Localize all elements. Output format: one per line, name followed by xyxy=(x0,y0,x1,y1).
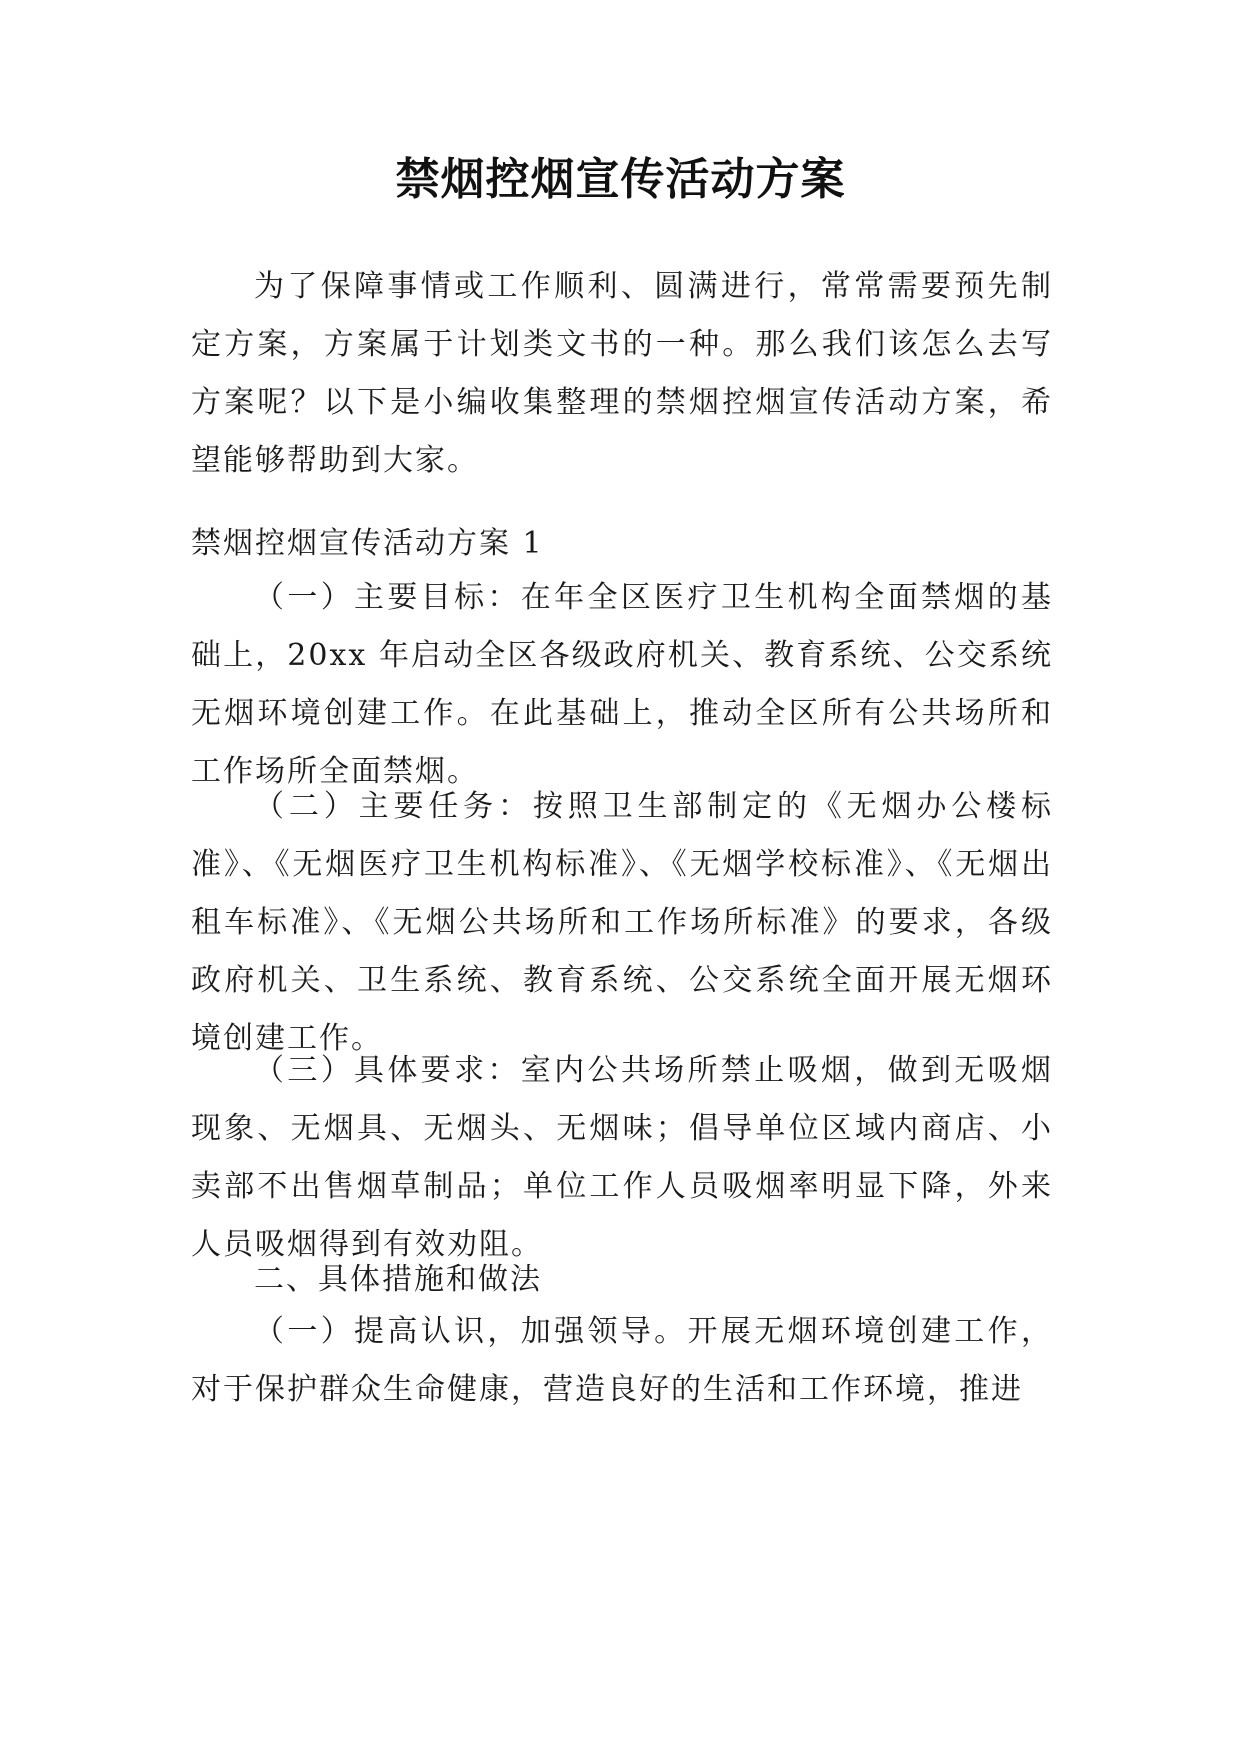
intro-paragraph: 为了保障事情或工作顺利、圆满进行，常常需要预先制定方案，方案属于计划类文书的一种。那么我们该怎么去写方案呢？以下是小编收集整理的禁烟控烟宣传活动方案，希望能够帮助到大家。 xyxy=(191,269,1053,478)
paragraph-requirements: （三）具体要求：室内公共场所禁止吸烟，做到无吸烟现象、无烟具、无烟头、无烟味；倡导单位区域内商店、小卖部不出售烟草制品；单位工作人员吸烟率明显下降，外来人员吸烟得到有效劝阻。 xyxy=(191,1053,1053,1262)
paragraph-main-task: （二）主要任务：按照卫生部制定的《无烟办公楼标准》、《无烟医疗卫生机构标准》、《无烟学校标准》、《无烟出租车标准》、《无烟公共场所和工作场所标准》的要求，各级政府机关、卫生系统、教育系统、公交系统全面开展无烟环境创建工作。 xyxy=(191,789,1053,1056)
document-title: 禁烟控烟宣传活动方案 xyxy=(395,154,846,205)
section-title: 禁烟控烟宣传活动方案 1 xyxy=(191,526,544,561)
paragraph-main-goal: （一）主要目标：在年全区医疗卫生机构全面禁烟的基础上，20xx 年启动全区各级政府机关、教育系统、公交系统无烟环境创建工作。在此基础上，推动全区所有公共场所和工作场所全面禁烟。 xyxy=(191,580,1053,789)
paragraph-measure-1: （一）提高认识，加强领导。开展无烟环境创建工作，对于保护群众生命健康，营造良好的生活和工作环境，推进 xyxy=(191,1314,1053,1407)
subheading-measures: 二、具体措施和做法 xyxy=(254,1262,542,1297)
